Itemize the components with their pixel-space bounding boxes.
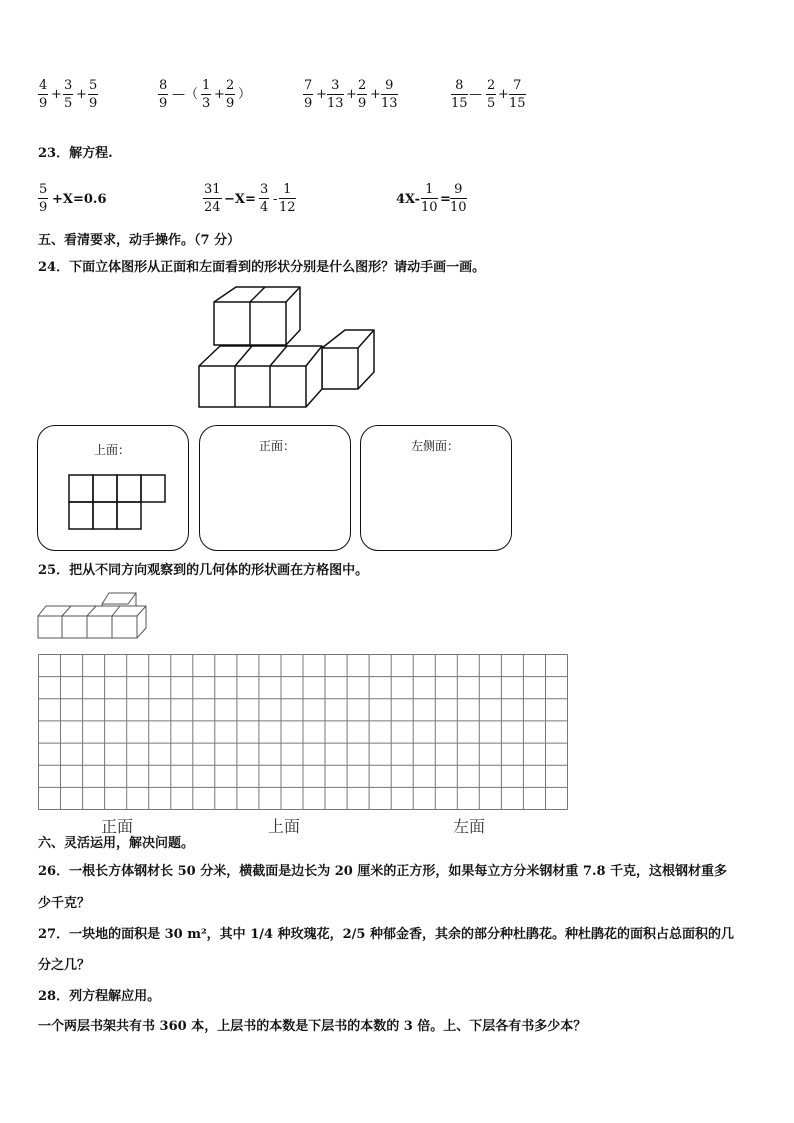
- numerator: 2: [358, 78, 367, 93]
- numerator: 31: [204, 182, 221, 197]
- denominator: 5: [64, 96, 73, 111]
- denominator: 10: [450, 200, 467, 215]
- operator: +: [76, 87, 87, 102]
- numerator: 5: [89, 78, 98, 93]
- denominator: 9: [89, 96, 98, 111]
- equation-mid: −X=: [224, 192, 256, 207]
- numerator: 2: [226, 78, 235, 93]
- operator: —: [469, 87, 482, 102]
- question-26-line2: 少千克？: [38, 896, 91, 911]
- numerator: 9: [454, 182, 463, 197]
- question-28-text: 一个两层书架共有书 360 本，上层书的本数是下层书的本数的 3 倍。上、下层各有书多少本？: [38, 1019, 587, 1034]
- denominator: 9: [159, 96, 168, 111]
- grid-label-top: 上面: [268, 817, 301, 836]
- top-view-label: 上面：: [94, 443, 131, 457]
- question-28-title: 28．列方程解应用。: [38, 989, 161, 1004]
- operator: +: [316, 87, 327, 102]
- operator: +: [370, 87, 381, 102]
- denominator: 4: [260, 200, 269, 215]
- operator: -: [273, 192, 278, 207]
- question-25-title: 25．把从不同方向观察到的几何体的形状画在方格图中。: [38, 563, 369, 578]
- numerator: 5: [39, 182, 48, 197]
- section-5-heading: 五、看清要求，动手操作。（7 分）: [38, 233, 241, 248]
- numerator: 1: [202, 78, 211, 93]
- numerator: 1: [425, 182, 434, 197]
- numerator: 3: [260, 182, 269, 197]
- operator: —（: [172, 87, 199, 102]
- operator: ）: [238, 87, 252, 102]
- operator: +: [498, 87, 509, 102]
- denominator: 12: [279, 200, 296, 215]
- denominator: 13: [381, 96, 398, 111]
- numerator: 7: [304, 78, 313, 93]
- grid-label-front: 正面: [101, 817, 134, 836]
- question-27-line1: 27．一块地的面积是 30 m²，其中 1/4 种玫瑰花，2/5 种郁金香，其余的部分种杜鹃花。种杜鹃花的面积占总面积的几: [38, 927, 734, 942]
- operator: +: [346, 87, 357, 102]
- denominator: 9: [358, 96, 367, 111]
- question-23-title: 23．解方程.: [38, 146, 113, 161]
- numerator: 3: [64, 78, 73, 93]
- question-26-line1: 26．一根长方体钢材长 50 分米，横截面是边长为 20 厘米的正方形，如果每立方分米钢材重 7.8 千克，这根钢材重多: [38, 864, 728, 879]
- operator: +: [214, 87, 225, 102]
- equation-rest: +X=0.6: [52, 192, 107, 207]
- denominator: 24: [204, 200, 221, 215]
- numerator: 7: [513, 78, 522, 93]
- numerator: 8: [455, 78, 464, 93]
- denominator: 9: [39, 200, 48, 215]
- denominator: 9: [304, 96, 313, 111]
- operator: +: [51, 87, 62, 102]
- grid-label-left: 左面: [453, 817, 486, 836]
- numerator: 8: [159, 78, 168, 93]
- numerator: 3: [331, 78, 340, 93]
- denominator: 15: [451, 96, 468, 111]
- denominator: 9: [226, 96, 235, 111]
- front-view-label: 正面：: [259, 439, 296, 453]
- numerator: 2: [487, 78, 496, 93]
- question-24-title: 24．下面立体图形从正面和左面看到的形状分别是什么图形？请动手画一画。: [38, 260, 486, 275]
- denominator: 3: [202, 96, 211, 111]
- denominator: 15: [509, 96, 526, 111]
- numerator: 9: [385, 78, 394, 93]
- left-view-label: 左侧面：: [411, 439, 460, 453]
- equation-lead: 4X-: [396, 192, 421, 207]
- denominator: 9: [39, 96, 48, 111]
- numerator: 4: [39, 78, 48, 93]
- question-27-line2: 分之几？: [38, 958, 91, 973]
- denominator: 10: [421, 200, 438, 215]
- numerator: 1: [283, 182, 292, 197]
- operator: =: [440, 192, 451, 207]
- denominator: 13: [327, 96, 344, 111]
- section-6-heading: 六、灵活运用，解决问题。: [38, 836, 195, 851]
- answer-grid[interactable]: [38, 654, 568, 810]
- denominator: 5: [487, 96, 496, 111]
